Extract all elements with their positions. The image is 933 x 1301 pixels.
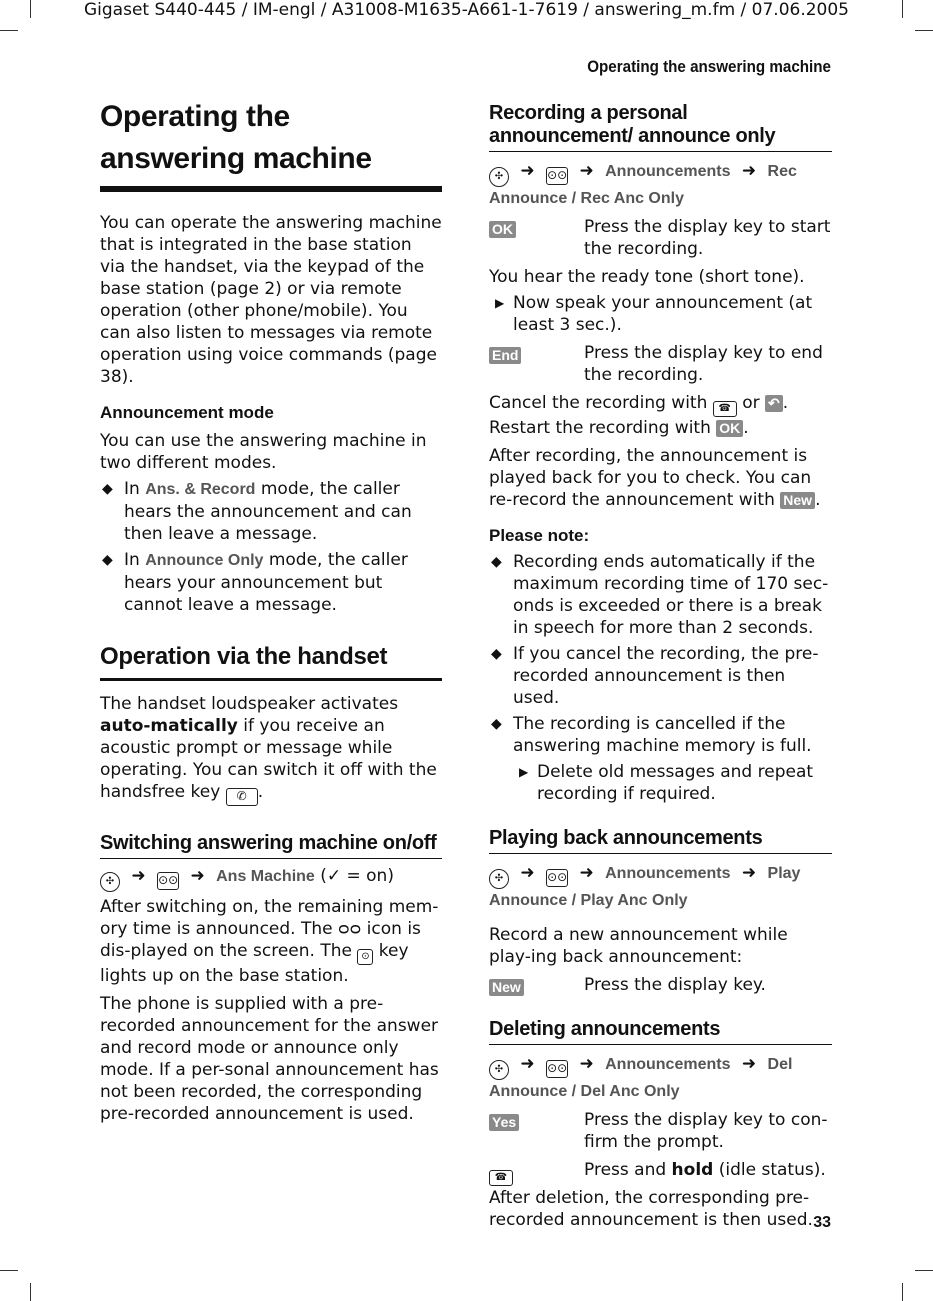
answering-machine-icon: ⊙⊙ xyxy=(546,1060,568,1078)
section-heading-onoff: Switching answering machine on/off xyxy=(100,832,442,859)
onoff-paragraph: After switching on, the remaining mem-ory time is announced. The ᴑᴑ icon is dis-played on the screen. The ⊙ key lights up on the base station. xyxy=(100,897,439,986)
handsfree-key-icon: ✆ xyxy=(226,788,258,806)
announcement-mode-heading: Announcement mode xyxy=(100,403,274,422)
playback-paragraph: Record a new announcement while play-ing back announcement: xyxy=(489,925,788,967)
menu-path xyxy=(489,862,832,912)
arrow-icon: ➜ xyxy=(520,1054,535,1074)
menu-item-announcements: Announcements xyxy=(605,1056,731,1073)
display-key-end: End xyxy=(489,347,521,364)
crop-mark xyxy=(915,1270,933,1271)
arrow-icon: ➜ xyxy=(131,866,146,886)
tape-icon: ᴑᴑ xyxy=(338,919,362,939)
base-key-icon: ⊙ xyxy=(357,949,373,965)
display-key-ok: OK xyxy=(489,221,516,238)
menu-item-announce-only: Announce Only xyxy=(145,552,264,569)
answering-machine-icon: ⊙⊙ xyxy=(157,872,179,890)
menu-item-rec-announce: Rec Announce / Rec Anc Only xyxy=(489,163,797,207)
after-deletion-paragraph: After deletion, the corresponding pre-recorded announcement is then used. xyxy=(489,1188,813,1230)
diamond-bullet-icon: ◆ xyxy=(491,554,502,570)
page-number: 33 xyxy=(813,1214,831,1231)
key-step-ok: OK Press the display key to start the recording. xyxy=(489,216,832,260)
menu-path xyxy=(489,1053,832,1103)
file-header: Gigaset S440-445 / IM-engl / A31008-M1635-A661-1-7619 / answering_m.fm / 07.06.2005 xyxy=(83,0,849,20)
please-note-heading: Please note: xyxy=(489,526,590,545)
answering-machine-icon: ⊙⊙ xyxy=(546,869,568,887)
diamond-bullet-icon: ◆ xyxy=(491,716,502,732)
arrow-icon: ➜ xyxy=(190,866,205,886)
key-step-hold: ☎ Press and hold (idle status). xyxy=(489,1159,832,1181)
section-heading-recording: Recording a personal announcement/ announce only xyxy=(489,102,832,152)
menu-item-announcements: Announcements xyxy=(605,865,731,882)
menu-item-play-announce: Play Announce / Play Anc Only xyxy=(489,865,801,909)
display-key-new: New xyxy=(780,492,815,509)
answering-machine-icon: ⊙⊙ xyxy=(546,167,568,185)
crop-mark xyxy=(902,1283,903,1301)
running-header: Operating the answering machine xyxy=(587,58,831,76)
arrow-icon: ➜ xyxy=(520,863,535,883)
end-call-key-icon: ☎ xyxy=(713,401,737,417)
menu-item-ans-machine: Ans Machine xyxy=(216,868,315,885)
diamond-bullet-icon: ◆ xyxy=(491,646,502,662)
step-arrow-icon: ▶ xyxy=(495,296,505,310)
step-item: ▶ Delete old messages and repeat recording if required. xyxy=(519,762,814,804)
list-item: ◆ If you cancel the recording, the pre-recorded announcement is then used. xyxy=(491,644,819,708)
diamond-bullet-icon: ◆ xyxy=(102,481,113,497)
section-heading-playback: Playing back announcements xyxy=(489,827,832,854)
arrow-icon: ➜ xyxy=(741,863,757,883)
arrow-icon: ➜ xyxy=(579,161,594,181)
crop-mark xyxy=(0,30,18,31)
arrow-icon: ➜ xyxy=(520,161,535,181)
key-step-yes: Yes Press the display key to con-firm the prompt. xyxy=(489,1109,832,1153)
step-arrow-icon: ▶ xyxy=(519,765,529,779)
menu-item-ans-record: Ans. & Record xyxy=(145,481,256,498)
prerecorded-paragraph: The phone is supplied with a pre-recorded announcement for the answer and record mode or announce only mode. If a per-sonal announcement has not been recorded, the corresponding pre-recorded announcement is used. xyxy=(100,994,439,1124)
menu-path: ✣ ➜ ⊙⊙ ➜ Ans Machine (✓ = on) xyxy=(100,865,442,892)
navigation-key-icon: ✣ xyxy=(489,869,509,889)
end-call-key-icon: ☎ xyxy=(489,1170,513,1186)
arrow-icon: ➜ xyxy=(741,161,757,181)
intro-paragraph: You can operate the answering machine that is integrated in the base station via the handset, via the keypad of the base station (page 2) or via remote operation (other phone/mobile). You can also listen to messages via remote operation using voice commands (page 38). xyxy=(100,213,442,387)
navigation-key-icon: ✣ xyxy=(489,1060,509,1080)
menu-item-del-announce: Del Announce / Del Anc Only xyxy=(489,1056,793,1100)
back-key-icon: ↶ xyxy=(765,395,783,412)
left-column xyxy=(100,96,442,1125)
crop-mark xyxy=(915,30,933,31)
arrow-icon: ➜ xyxy=(579,1054,594,1074)
menu-path xyxy=(489,160,832,210)
after-recording-paragraph: After recording, the announcement is played back for you to check. You can re-record the announcement with New . xyxy=(489,446,821,510)
menu-item-announcements: Announcements xyxy=(605,163,731,180)
list-item: ◆ Recording ends automatically if the maximum recording time of 170 sec-onds is exceeded or there is a break in speech for more than 2 seconds. xyxy=(491,552,829,638)
display-key-yes: Yes xyxy=(489,1114,519,1131)
arrow-icon: ➜ xyxy=(741,1054,757,1074)
crop-mark xyxy=(0,1270,18,1271)
list-item: ◆ The recording is cancelled if the answering machine memory is full. xyxy=(491,714,812,756)
step-item: ▶ Now speak your announcement (at least 3 sec.). xyxy=(495,293,813,335)
section-heading-handset: Operation via the handset xyxy=(100,642,442,681)
list-item: ◆ In Announce Only mode, the caller hears your announcement but cannot leave a message. xyxy=(102,550,408,615)
display-key-new: New xyxy=(489,979,524,996)
navigation-key-icon: ✣ xyxy=(489,167,509,187)
mode-text: You can use the answering machine in two different modes. xyxy=(100,431,427,473)
diamond-bullet-icon: ◆ xyxy=(102,552,113,568)
display-key-ok: OK xyxy=(716,420,743,437)
list-item: ◆ In Ans. & Record mode, the caller hears the announcement and can then leave a message. xyxy=(102,479,412,544)
right-column xyxy=(489,102,832,1231)
page-title: Operating the answering machine xyxy=(100,96,442,192)
cancel-paragraph: Cancel the recording with ☎ or ↶ . Restart the recording with OK . xyxy=(489,393,789,438)
key-step-end: End Press the display key to end the recording. xyxy=(489,342,832,386)
section-heading-deleting: Deleting announcements xyxy=(489,1018,832,1045)
ready-tone-text: You hear the ready tone (short tone). xyxy=(489,267,805,287)
key-step-new: New Press the display key. xyxy=(489,974,832,996)
handset-paragraph: The handset loudspeaker activates auto-matically if you receive an acoustic prompt or message while operating. You can switch it off with the handsfree key ✆ . xyxy=(100,693,442,806)
arrow-icon: ➜ xyxy=(579,863,594,883)
navigation-key-icon: ✣ xyxy=(100,872,120,892)
crop-mark xyxy=(30,1283,31,1301)
